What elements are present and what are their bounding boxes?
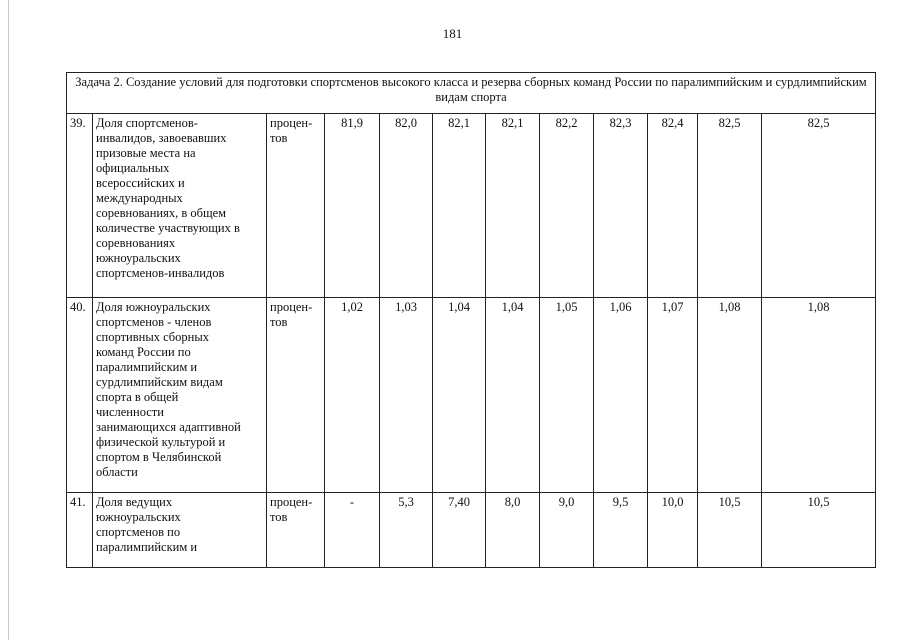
unit-line: тов	[270, 315, 288, 329]
unit-line: процен-	[270, 300, 313, 314]
value-cell: 1,07	[648, 298, 698, 493]
indicator-name-line: физической культурой и	[96, 435, 226, 449]
indicator-name-line: паралимпийским и	[96, 540, 198, 554]
row-number: 40.	[67, 298, 93, 493]
indicator-name-line: численности	[96, 405, 164, 419]
value-cell: 1,05	[540, 298, 594, 493]
indicator-name-line: спорта в общей	[96, 390, 179, 404]
value-cell: 5,3	[380, 493, 433, 568]
indicator-name-line: официальных	[96, 161, 170, 175]
value-cell: 7,40	[433, 493, 486, 568]
value-cell: 82,0	[380, 114, 433, 298]
page-number: 181	[442, 26, 463, 41]
indicator-name-line: сурдлимпийским видам	[96, 375, 223, 389]
value-cell: 82,5	[698, 114, 762, 298]
unit-cell	[267, 114, 325, 298]
indicator-name-line: Доля южноуральских	[96, 300, 211, 314]
indicator-name-line: спортсменов по	[96, 525, 181, 539]
value-cell: 1,08	[698, 298, 762, 493]
indicator-name-line: занимающихся адаптивной	[96, 420, 241, 434]
value-cell: 9,5	[594, 493, 648, 568]
value-cell: 10,5	[698, 493, 762, 568]
value-cell: -	[325, 493, 380, 568]
indicator-name-line: области	[96, 465, 138, 479]
unit-line: тов	[270, 510, 288, 524]
value-cell: 81,9	[325, 114, 380, 298]
indicator-name-line: соревнованиях, в общем	[96, 206, 227, 220]
value-cell: 82,5	[762, 114, 876, 298]
indicator-name-line: всероссийских и	[96, 176, 185, 190]
value-cell: 82,3	[594, 114, 648, 298]
row-number: 39.	[67, 114, 93, 298]
indicator-name-line: Доля спортсменов-	[96, 116, 198, 130]
value-cell: 1,03	[380, 298, 433, 493]
value-cell: 1,04	[433, 298, 486, 493]
indicator-name-line: спортом в Челябинской	[96, 450, 222, 464]
unit-line: тов	[270, 131, 288, 145]
indicator-name	[93, 114, 267, 298]
table-row	[67, 298, 876, 493]
indicator-name-line: инвалидов, завоевавших	[96, 131, 227, 145]
indicator-name-line: южноуральских	[96, 510, 181, 524]
value-cell: 1,08	[762, 298, 876, 493]
indicator-name-line: спортивных сборных	[96, 330, 209, 344]
value-cell: 82,1	[486, 114, 540, 298]
row-number: 41.	[67, 493, 93, 568]
indicator-name-line: команд России по	[96, 345, 191, 359]
indicator-name-line: спортсменов - членов	[96, 315, 212, 329]
indicator-name-line: южноуральских	[96, 251, 181, 265]
indicator-name-line: количестве участвующих в	[96, 221, 240, 235]
indicator-name-line: спортсменов-инвалидов	[96, 266, 225, 280]
table-row	[67, 114, 876, 298]
value-cell: 82,2	[540, 114, 594, 298]
value-cell: 8,0	[486, 493, 540, 568]
indicator-name-line: Доля ведущих	[96, 495, 173, 509]
value-cell: 10,5	[762, 493, 876, 568]
unit-line: процен-	[270, 116, 313, 130]
unit-cell	[267, 298, 325, 493]
indicator-name-line: международных	[96, 191, 183, 205]
table-row	[67, 493, 876, 568]
indicator-table	[66, 72, 876, 568]
value-cell: 1,06	[594, 298, 648, 493]
unit-cell	[267, 493, 325, 568]
indicator-name	[93, 493, 267, 568]
indicator-name-line: призовые места на	[96, 146, 196, 160]
task-title: Задача 2. Создание условий для подготовки спортсменов высокого класса и резерва сборных команд России по паралимпийским и сурдлимпийским видам спорта	[67, 73, 876, 114]
value-cell: 82,1	[433, 114, 486, 298]
value-cell: 1,04	[486, 298, 540, 493]
value-cell: 1,02	[325, 298, 380, 493]
value-cell: 82,4	[648, 114, 698, 298]
indicator-name-line: паралимпийским и	[96, 360, 198, 374]
indicator-name	[93, 298, 267, 493]
scan-edge-line	[8, 0, 9, 640]
unit-line: процен-	[270, 495, 313, 509]
indicator-name-line: соревнованиях	[96, 236, 176, 250]
value-cell: 9,0	[540, 493, 594, 568]
value-cell: 10,0	[648, 493, 698, 568]
